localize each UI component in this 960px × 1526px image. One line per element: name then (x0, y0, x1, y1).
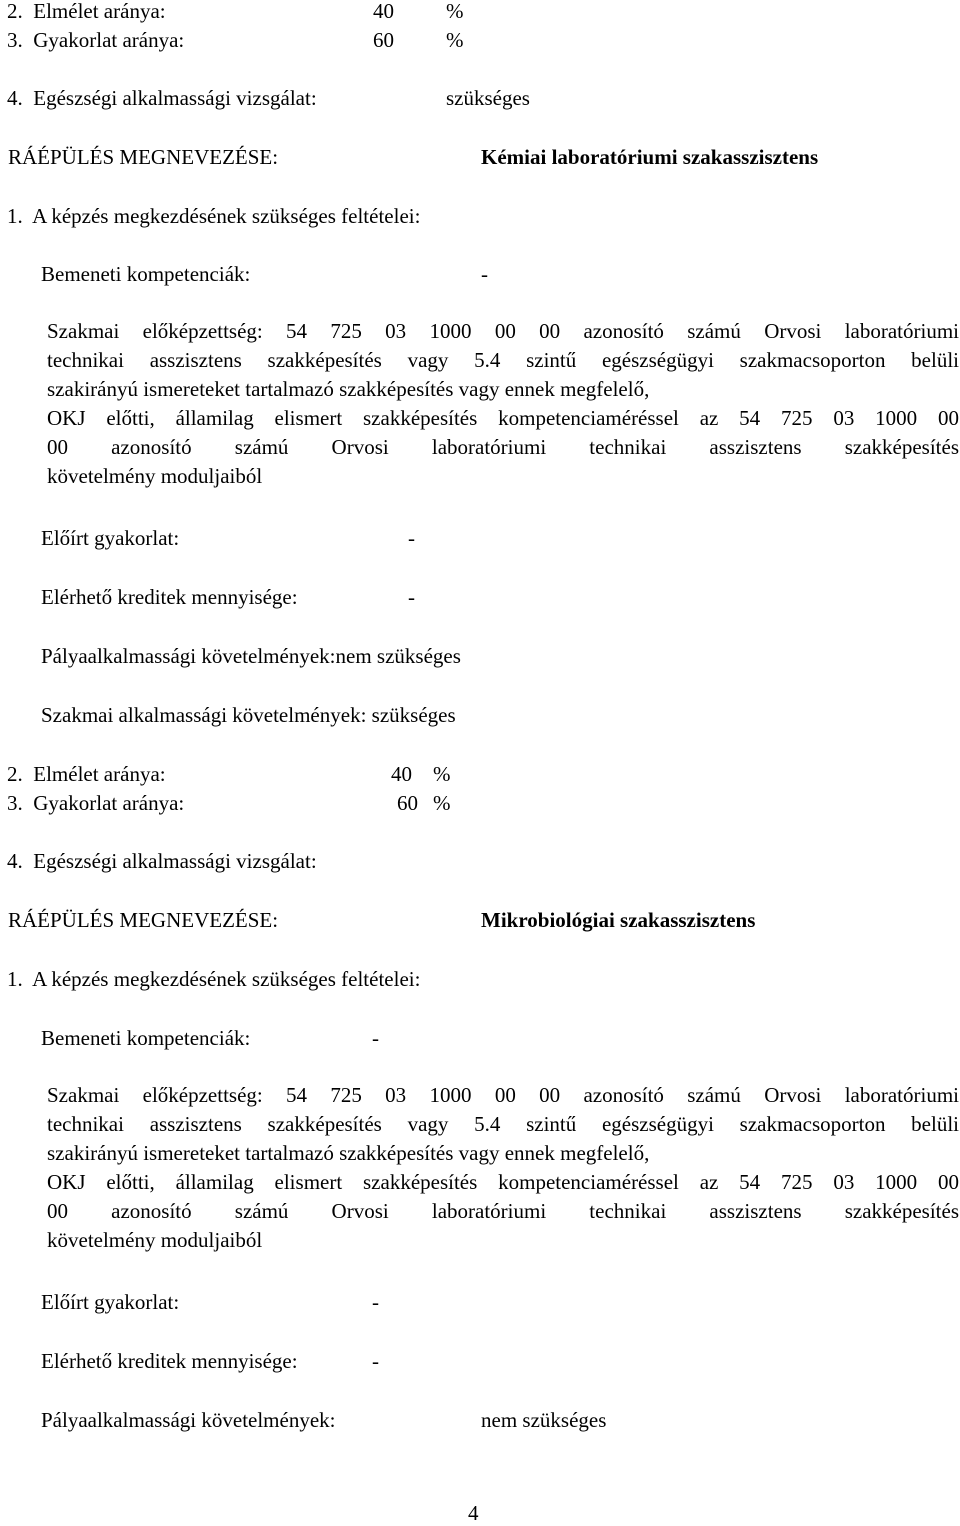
section2-szakmai-paragraph (47, 1081, 959, 1255)
section2-feltetelek: 1. A képzés megkezdésének szükséges feltételei: (7, 967, 421, 991)
section2-eloirt-label: Előírt gyakorlat: (41, 1290, 180, 1314)
section1-eloirt-value: - (408, 526, 415, 550)
section1-feltetelek: 1. A képzés megkezdésének szükséges feltételei: (7, 204, 421, 228)
section1-szakmai-alkalmassagi: Szakmai alkalmassági követelmények: szükséges (41, 703, 456, 727)
paragraph-line: Szakmai előképzettség: 54 725 03 1000 00 00 azonosító számú Orvosi laboratóriumi (47, 319, 959, 343)
egeszsegi-label: 4. Egészségi alkalmassági vizsgálat: (7, 86, 317, 110)
section1-egeszsegi: 4. Egészségi alkalmassági vizsgálat: (7, 849, 317, 873)
section1-gyakorlat-label: 3. Gyakorlat aránya: (7, 791, 185, 815)
gyakorlat-value: 60 (373, 28, 394, 52)
section1-kredit-value: - (408, 585, 415, 609)
section1-gyakorlat-value: 60 (397, 791, 418, 815)
section2-bemeneti-value: - (372, 1026, 379, 1050)
section2-heading-value: Mikrobiológiai szakasszisztens (481, 908, 756, 932)
paragraph-line: 00 azonosító számú Orvosi laboratóriumi technikai asszisztens szakképesítés (47, 1199, 959, 1223)
section2-palya-label: Pályaalkalmassági követelmények: (41, 1408, 336, 1432)
section1-elmelet-value: 40 (391, 762, 412, 786)
section1-elmelet-unit: % (433, 762, 451, 786)
section2-kredit-value: - (372, 1349, 379, 1373)
section1-szakmai-paragraph (47, 317, 959, 491)
paragraph-line: technikai asszisztens szakképesítés vagy 5.4 szintű egészségügyi szakmacsoporton belüli (47, 1112, 959, 1136)
elmelet-value: 40 (373, 0, 394, 23)
section2-palya-value: nem szükséges (481, 1408, 607, 1432)
paragraph-line: követelmény moduljaiból (47, 1228, 263, 1252)
paragraph-line: OKJ előtti, államilag elismert szakképesítés kompetenciaméréssel az 54 725 03 1000 00 (47, 406, 959, 430)
paragraph-line: szakirányú ismereteket tartalmazó szakképesítés vagy ennek megfelelő, (47, 377, 650, 401)
section1-heading-label: RÁÉPÜLÉS MEGNEVEZÉSE: (8, 145, 279, 169)
elmelet-unit: % (446, 0, 464, 23)
paragraph-line: 00 azonosító számú Orvosi laboratóriumi technikai asszisztens szakképesítés (47, 435, 959, 459)
section2-bemeneti-label: Bemeneti kompetenciák: (41, 1026, 251, 1050)
paragraph-line: technikai asszisztens szakképesítés vagy 5.4 szintű egészségügyi szakmacsoporton belüli (47, 348, 959, 372)
section1-elmelet-label: 2. Elmélet aránya: (7, 762, 166, 786)
section1-bemeneti-value: - (481, 262, 488, 286)
section2-kredit-label: Elérhető kreditek mennyisége: (41, 1349, 298, 1373)
elmelet-label: 2. Elmélet aránya: (7, 0, 166, 23)
section2-eloirt-value: - (372, 1290, 379, 1314)
egeszsegi-value: szükséges (446, 86, 530, 110)
paragraph-line: szakirányú ismereteket tartalmazó szakképesítés vagy ennek megfelelő, (47, 1141, 650, 1165)
section1-kredit-label: Elérhető kreditek mennyisége: (41, 585, 298, 609)
section1-gyakorlat-unit: % (433, 791, 451, 815)
gyakorlat-label: 3. Gyakorlat aránya: (7, 28, 185, 52)
paragraph-line: OKJ előtti, államilag elismert szakképesítés kompetenciaméréssel az 54 725 03 1000 00 (47, 1170, 959, 1194)
paragraph-line: Szakmai előképzettség: 54 725 03 1000 00 00 azonosító számú Orvosi laboratóriumi (47, 1083, 959, 1107)
section1-eloirt-label: Előírt gyakorlat: (41, 526, 180, 550)
section1-bemeneti-label: Bemeneti kompetenciák: (41, 262, 251, 286)
section1-palya: Pályaalkalmassági követelmények:nem szükséges (41, 644, 461, 668)
section2-heading-label: RÁÉPÜLÉS MEGNEVEZÉSE: (8, 908, 279, 932)
section1-heading-value: Kémiai laboratóriumi szakasszisztens (481, 145, 819, 169)
paragraph-line: követelmény moduljaiból (47, 464, 263, 488)
gyakorlat-unit: % (446, 28, 464, 52)
page-number: 4 (468, 1501, 479, 1525)
